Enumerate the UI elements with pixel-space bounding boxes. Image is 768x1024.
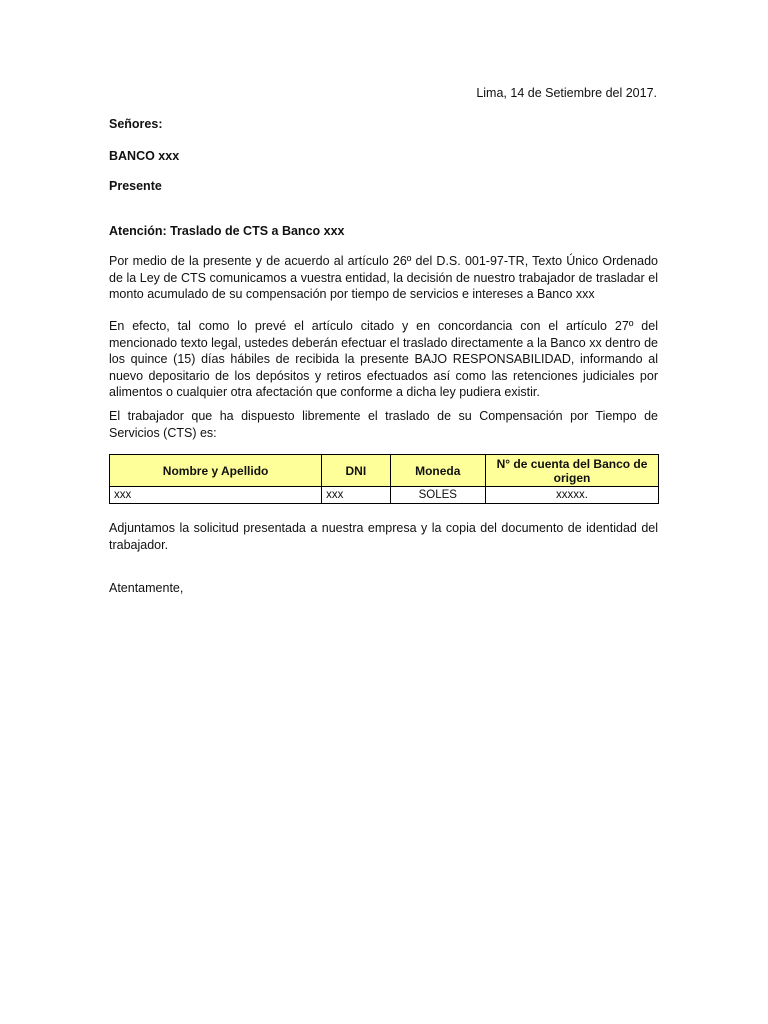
paragraph-legal-basis: Por medio de la presente y de acuerdo al artículo 26º del D.S. 001-97-TR, Texto Único Ordenado de la Ley de CTS comunicamos a vuestra entidad, la decisión de nuestro trabajador de trasladar el monto acumulado de su compensación por tiempo de servicios e intereses a Banco xxx xyxy=(109,254,658,301)
header-cuenta: N° de cuenta del Banco de origen xyxy=(486,455,659,487)
closing-text: Atentamente, xyxy=(109,581,184,595)
cell-moneda: SOLES xyxy=(390,487,486,504)
cell-dni: xxx xyxy=(322,487,390,504)
header-dni: DNI xyxy=(322,455,390,487)
paragraph-transfer-instructions: En efecto, tal como lo prevé el artículo citado y en concordancia con el artículo 27º del mencionado texto legal, ustedes deberán efectuar el traslado directamente a la Banco xx dentro de los quince (15) días hábiles de recibida la presente BAJO RESPONSABILIDAD, informando al nuevo depositario de los depósitos y retiros efectuados así como las retenciones judiciales por alimentos o cualquier otra afectación que conforme a dicha ley pudiera existir. xyxy=(109,319,658,399)
salutation: Señores: xyxy=(109,117,163,131)
worker-table xyxy=(109,454,659,504)
cell-nombre: xxx xyxy=(110,487,322,504)
header-nombre: Nombre y Apellido xyxy=(110,455,322,487)
paragraph-attachments: Adjuntamos la solicitud presentada a nuestra empresa y la copia del documento de identidad del trabajador. xyxy=(109,521,658,552)
recipient-bank: BANCO xxx xyxy=(109,149,180,163)
letter-subject: Atención: Traslado de CTS a Banco xxx xyxy=(109,224,345,238)
cell-cuenta: xxxxx. xyxy=(486,487,659,504)
table-row xyxy=(110,487,659,504)
paragraph-worker-intro: El trabajador que ha dispuesto libremente el traslado de su Compensación por Tiempo de Servicios (CTS) es: xyxy=(109,409,658,440)
header-moneda: Moneda xyxy=(390,455,486,487)
table-header-row xyxy=(110,455,659,487)
presente-label: Presente xyxy=(109,179,162,193)
letter-date: Lima, 14 de Setiembre del 2017. xyxy=(476,86,657,100)
